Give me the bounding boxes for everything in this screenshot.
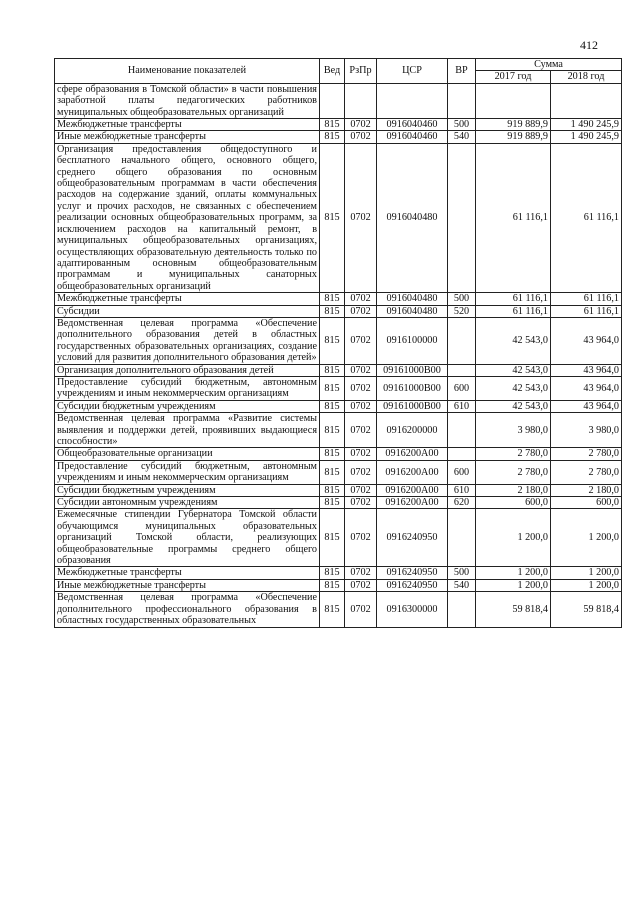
table-row: [55, 376, 622, 400]
row-sum-2018-cell: 2 180,0: [551, 484, 622, 496]
row-csr-cell: 0916200А00: [377, 497, 448, 509]
row-csr-cell: 0916040480: [377, 143, 448, 292]
row-sum-2017-cell: 2 180,0: [476, 484, 551, 496]
table-row: [55, 143, 622, 292]
header-year-2018: 2018 год: [551, 71, 622, 83]
row-vr-cell: [448, 509, 476, 567]
table-row: [55, 131, 622, 143]
table-row: [55, 460, 622, 484]
header-ved: Вед: [320, 59, 345, 84]
row-name-cell: сфере образования в Томской области» в части повышения заработной платы педагогических работников муниципальных общеобразовательных организаций: [55, 83, 320, 118]
row-name-cell: Межбюджетные трансферты: [55, 119, 320, 131]
row-ved-cell: 815: [320, 376, 345, 400]
row-sum-2018-cell: 61 116,1: [551, 143, 622, 292]
row-ved-cell: 815: [320, 131, 345, 143]
row-ved-cell: 815: [320, 592, 345, 627]
row-sum-2017-cell: 61 116,1: [476, 143, 551, 292]
row-sum-2017-cell: 3 980,0: [476, 413, 551, 448]
row-rzpr-cell: 0702: [345, 131, 377, 143]
row-rzpr-cell: 0702: [345, 448, 377, 460]
row-vr-cell: [448, 364, 476, 376]
row-vr-cell: 520: [448, 305, 476, 317]
row-ved-cell: 815: [320, 400, 345, 412]
row-name-cell: Предоставление субсидий бюджетным, автономным учреждениям и иным некоммерческим организациям: [55, 376, 320, 400]
row-vr-cell: 610: [448, 400, 476, 412]
row-name-cell: Ведомственная целевая программа «Обеспечение дополнительного профессионального образования в областных государственных образовательных: [55, 592, 320, 627]
row-sum-2017-cell: 600,0: [476, 497, 551, 509]
row-sum-2018-cell: 2 780,0: [551, 448, 622, 460]
row-sum-2018-cell: 1 200,0: [551, 509, 622, 567]
table-row: [55, 579, 622, 591]
table-row: [55, 305, 622, 317]
header-name: Наименование показателей: [55, 59, 320, 84]
row-sum-2018-cell: 43 964,0: [551, 400, 622, 412]
row-sum-2017-cell: 919 889,9: [476, 131, 551, 143]
row-sum-2017-cell: 919 889,9: [476, 119, 551, 131]
row-name-cell: Ежемесячные стипендии Губернатора Томской области обучающимся муниципальных образовательных организаций Томской области, реализующих общеобразовательные программы среднего общего образования: [55, 509, 320, 567]
table-row: [55, 364, 622, 376]
row-sum-2018-cell: 2 780,0: [551, 460, 622, 484]
row-sum-2018-cell: 61 116,1: [551, 305, 622, 317]
row-sum-2018-cell: 1 490 245,9: [551, 131, 622, 143]
row-ved-cell: 815: [320, 567, 345, 579]
row-rzpr-cell: 0702: [345, 376, 377, 400]
row-vr-cell: 500: [448, 567, 476, 579]
row-sum-2017-cell: 1 200,0: [476, 579, 551, 591]
row-name-cell: Субсидии бюджетным учреждениям: [55, 400, 320, 412]
row-ved-cell: 815: [320, 509, 345, 567]
row-sum-2018-cell: 1 200,0: [551, 579, 622, 591]
row-name-cell: Субсидии автономным учреждениям: [55, 497, 320, 509]
row-name-cell: Ведомственная целевая программа «Обеспечение дополнительного образования детей в областных государственных образовательных организациях, создание условий для развития дополнительного образования детей»: [55, 317, 320, 364]
row-vr-cell: [448, 317, 476, 364]
row-csr-cell: 0916040460: [377, 131, 448, 143]
row-sum-2018-cell: [551, 83, 622, 118]
row-sum-2017-cell: 61 116,1: [476, 305, 551, 317]
row-sum-2018-cell: 1 200,0: [551, 567, 622, 579]
row-rzpr-cell: 0702: [345, 317, 377, 364]
row-vr-cell: 600: [448, 376, 476, 400]
table-row: [55, 509, 622, 567]
row-name-cell: Субсидии: [55, 305, 320, 317]
row-sum-2018-cell: 59 818,4: [551, 592, 622, 627]
row-ved-cell: 815: [320, 448, 345, 460]
row-csr-cell: [377, 83, 448, 118]
row-csr-cell: 0916200А00: [377, 448, 448, 460]
table-row: [55, 448, 622, 460]
row-vr-cell: 500: [448, 293, 476, 305]
row-name-cell: Организация дополнительного образования детей: [55, 364, 320, 376]
row-sum-2017-cell: 2 780,0: [476, 448, 551, 460]
row-vr-cell: [448, 413, 476, 448]
header-vr: ВР: [448, 59, 476, 84]
table-row: [55, 567, 622, 579]
row-name-cell: Иные межбюджетные трансферты: [55, 579, 320, 591]
header-year-2017: 2017 год: [476, 71, 551, 83]
table-body: [55, 83, 622, 627]
row-rzpr-cell: 0702: [345, 293, 377, 305]
row-sum-2017-cell: 42 543,0: [476, 317, 551, 364]
row-csr-cell: 09161000В00: [377, 376, 448, 400]
row-vr-cell: 610: [448, 484, 476, 496]
row-vr-cell: [448, 83, 476, 118]
row-vr-cell: 620: [448, 497, 476, 509]
table-row: [55, 497, 622, 509]
row-csr-cell: 0916240950: [377, 579, 448, 591]
row-sum-2017-cell: 42 543,0: [476, 400, 551, 412]
row-sum-2017-cell: 2 780,0: [476, 460, 551, 484]
row-name-cell: Организация предоставления общедоступного и бесплатного начального общего, основного общего, среднего общего образования по основным общеобразовательным программам в части обеспечения расходов на содержание зданий, оплаты коммунальных услуг и прочих расходов, не связанных с обеспечением реализации основных общеобразовательных программ, за исключением расходов на капитальный ремонт, в муниципальных общеобразовательных организациях, осуществляющих образовательную деятельность только по адаптированным основным общеобразовательным программам и муниципальных санаторных общеобразовательных организаций: [55, 143, 320, 292]
row-name-cell: Субсидии бюджетным учреждениям: [55, 484, 320, 496]
row-sum-2017-cell: 59 818,4: [476, 592, 551, 627]
row-csr-cell: 0916240950: [377, 567, 448, 579]
row-ved-cell: 815: [320, 484, 345, 496]
row-rzpr-cell: 0702: [345, 567, 377, 579]
row-name-cell: Межбюджетные трансферты: [55, 293, 320, 305]
row-sum-2018-cell: 43 964,0: [551, 364, 622, 376]
row-rzpr-cell: 0702: [345, 592, 377, 627]
row-csr-cell: 0916200А00: [377, 484, 448, 496]
row-csr-cell: 09161000В00: [377, 364, 448, 376]
row-csr-cell: 0916040480: [377, 305, 448, 317]
row-rzpr-cell: 0702: [345, 484, 377, 496]
row-sum-2017-cell: 42 543,0: [476, 364, 551, 376]
row-sum-2017-cell: 61 116,1: [476, 293, 551, 305]
table-row: [55, 592, 622, 627]
table-row: [55, 484, 622, 496]
row-vr-cell: 540: [448, 579, 476, 591]
row-name-cell: Ведомственная целевая программа «Развитие системы выявления и поддержки детей, проявивших выдающиеся способности»: [55, 413, 320, 448]
budget-table: [54, 58, 622, 628]
header-row: [55, 59, 622, 71]
row-sum-2017-cell: [476, 83, 551, 118]
row-rzpr-cell: 0702: [345, 143, 377, 292]
row-sum-2018-cell: 1 490 245,9: [551, 119, 622, 131]
header-csr: ЦСР: [377, 59, 448, 84]
row-rzpr-cell: 0702: [345, 413, 377, 448]
row-sum-2017-cell: 42 543,0: [476, 376, 551, 400]
row-ved-cell: 815: [320, 119, 345, 131]
row-csr-cell: 0916100000: [377, 317, 448, 364]
row-rzpr-cell: 0702: [345, 400, 377, 412]
row-sum-2017-cell: 1 200,0: [476, 509, 551, 567]
row-ved-cell: 815: [320, 460, 345, 484]
row-rzpr-cell: 0702: [345, 509, 377, 567]
row-ved-cell: 815: [320, 364, 345, 376]
header-sum: Сумма: [476, 59, 622, 71]
row-sum-2018-cell: 3 980,0: [551, 413, 622, 448]
row-vr-cell: 540: [448, 131, 476, 143]
row-ved-cell: 815: [320, 143, 345, 292]
row-vr-cell: 600: [448, 460, 476, 484]
table-row: [55, 119, 622, 131]
row-ved-cell: 815: [320, 497, 345, 509]
row-vr-cell: [448, 448, 476, 460]
row-ved-cell: 815: [320, 317, 345, 364]
table-row: [55, 413, 622, 448]
row-name-cell: Предоставление субсидий бюджетным, автономным учреждениям и иным некоммерческим организациям: [55, 460, 320, 484]
row-ved-cell: 815: [320, 293, 345, 305]
table-row: [55, 400, 622, 412]
row-vr-cell: [448, 143, 476, 292]
row-ved-cell: [320, 83, 345, 118]
row-sum-2017-cell: 1 200,0: [476, 567, 551, 579]
table-row: [55, 83, 622, 118]
row-csr-cell: 0916040460: [377, 119, 448, 131]
table-row: [55, 293, 622, 305]
row-rzpr-cell: 0702: [345, 305, 377, 317]
row-ved-cell: 815: [320, 579, 345, 591]
row-name-cell: Межбюджетные трансферты: [55, 567, 320, 579]
row-csr-cell: 0916040480: [377, 293, 448, 305]
row-ved-cell: 815: [320, 305, 345, 317]
row-sum-2018-cell: 600,0: [551, 497, 622, 509]
header-rzpr: РзПр: [345, 59, 377, 84]
row-csr-cell: 0916300000: [377, 592, 448, 627]
row-rzpr-cell: 0702: [345, 497, 377, 509]
row-rzpr-cell: 0702: [345, 579, 377, 591]
row-name-cell: Общеобразовательные организации: [55, 448, 320, 460]
row-vr-cell: [448, 592, 476, 627]
page-number: 412: [580, 38, 598, 52]
row-csr-cell: 09161000В00: [377, 400, 448, 412]
row-csr-cell: 0916200000: [377, 413, 448, 448]
table-row: [55, 317, 622, 364]
row-rzpr-cell: [345, 83, 377, 118]
row-ved-cell: 815: [320, 413, 345, 448]
row-sum-2018-cell: 43 964,0: [551, 376, 622, 400]
row-sum-2018-cell: 61 116,1: [551, 293, 622, 305]
row-rzpr-cell: 0702: [345, 364, 377, 376]
row-sum-2018-cell: 43 964,0: [551, 317, 622, 364]
row-vr-cell: 500: [448, 119, 476, 131]
row-csr-cell: 0916200А00: [377, 460, 448, 484]
row-csr-cell: 0916240950: [377, 509, 448, 567]
row-rzpr-cell: 0702: [345, 119, 377, 131]
row-rzpr-cell: 0702: [345, 460, 377, 484]
row-name-cell: Иные межбюджетные трансферты: [55, 131, 320, 143]
